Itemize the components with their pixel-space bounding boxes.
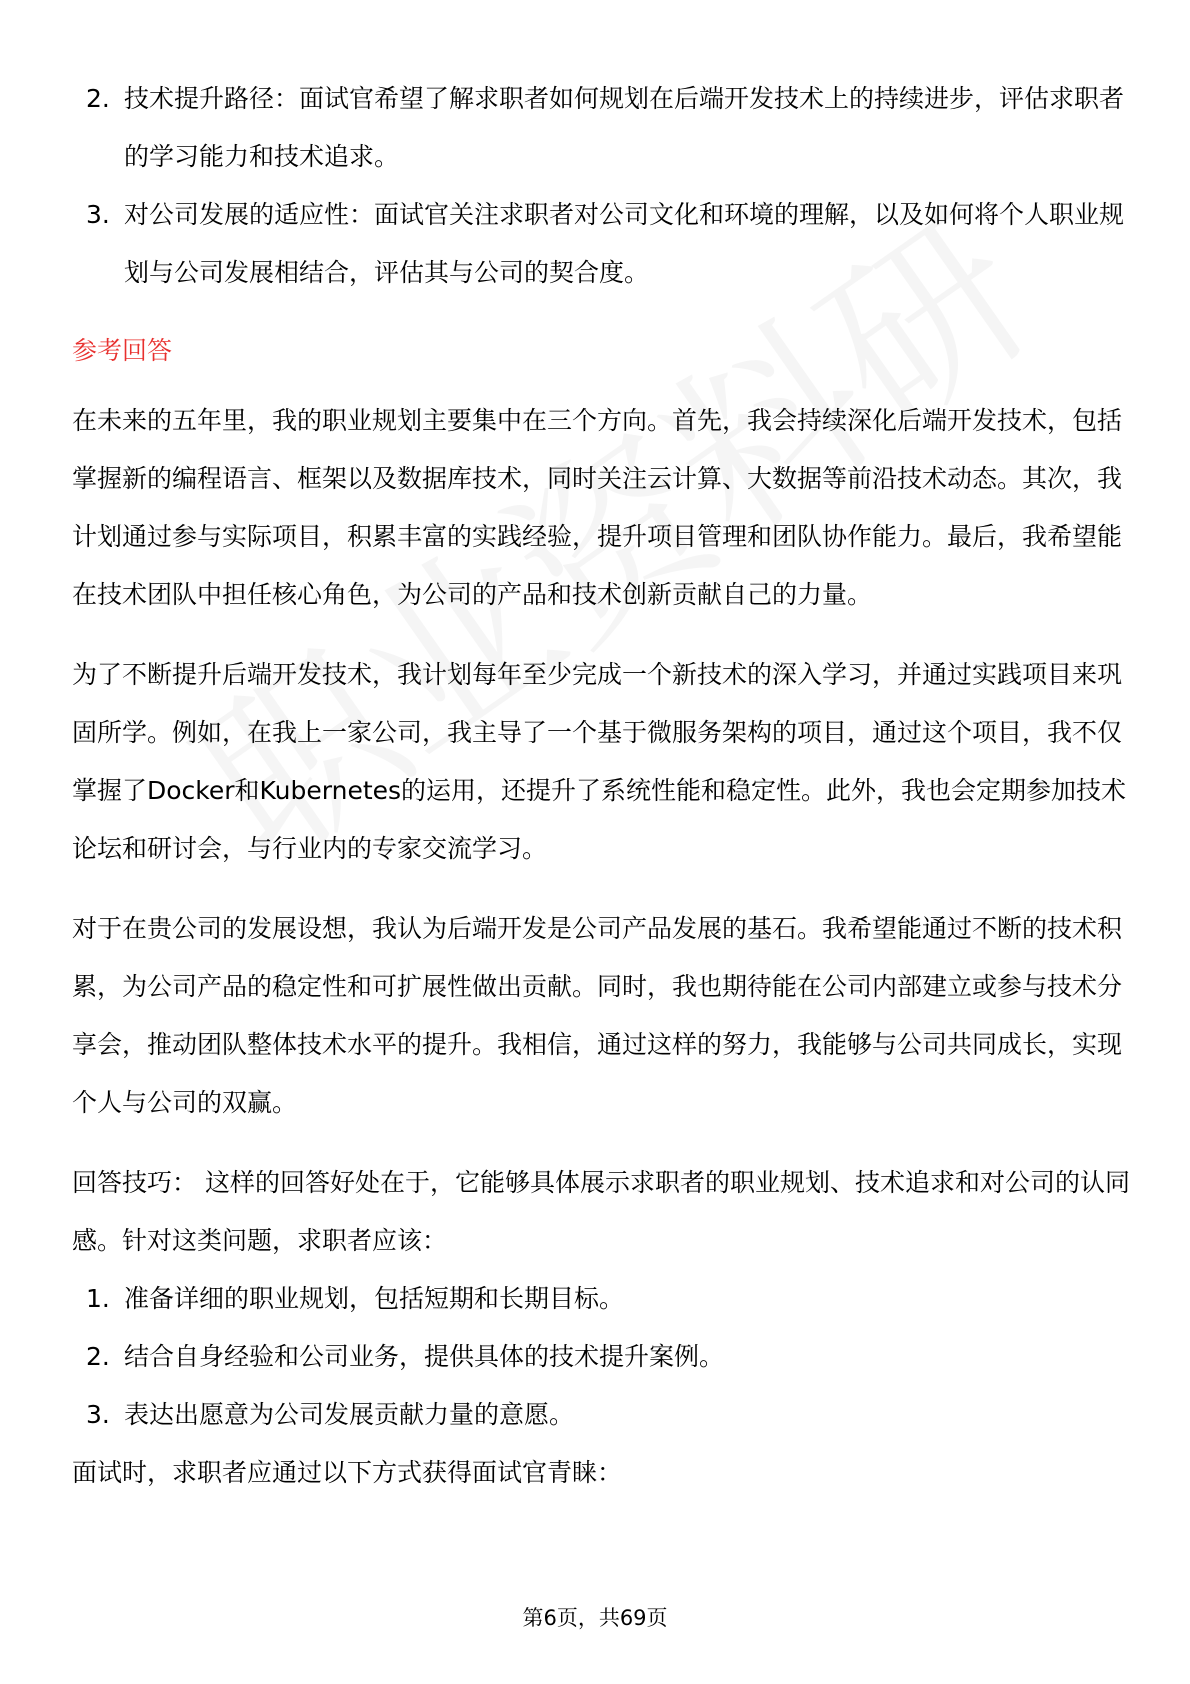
list-item-number: 3.: [86, 1400, 110, 1429]
list-item-number: 3.: [86, 200, 110, 229]
tips-list: [72, 1270, 1132, 1444]
list-item-number: 2.: [86, 1342, 110, 1371]
page-content: [72, 70, 1132, 1524]
page-number: 第6页，共69页: [522, 1606, 668, 1630]
list-item-number: 2.: [86, 84, 110, 113]
answer-paragraph: 为了不断提升后端开发技术，我计划每年至少完成一个新技术的深入学习，并通过实践项目来巩固所学。例如，在我上一家公司，我主导了一个基于微服务架构的项目，通过这个项目，我不仅掌握了Docker和Kubernetes的运用，还提升了系统性能和稳定性。此外，我也会定期参加技术论坛和研讨会，与行业内的专家交流学习。: [72, 660, 1127, 863]
list-item: [72, 1270, 1132, 1328]
answer-paragraph: 对于在贵公司的发展设想，我认为后端开发是公司产品发展的基石。我希望能通过不断的技术积累，为公司产品的稳定性和可扩展性做出贡献。同时，我也期待能在公司内部建立或参与技术分享会，推动团队整体技术水平的提升。我相信，通过这样的努力，我能够与公司共同成长，实现个人与公司的双赢。: [72, 914, 1123, 1117]
closing-paragraph: 面试时，求职者应通过以下方式获得面试官青睐：: [72, 1458, 623, 1487]
list-item: [72, 1386, 1132, 1444]
list-item-text: 表达出愿意为公司发展贡献力量的意愿。: [124, 1400, 575, 1429]
list-item: [72, 70, 1132, 186]
list-item-text: 对公司发展的适应性：面试官关注求职者对公司文化和环境的理解，以及如何将个人职业规划与公司发展相结合，评估其与公司的契合度。: [124, 200, 1125, 287]
tips-paragraph: 回答技巧： 这样的回答好处在于，它能够具体展示求职者的职业规划、技术追求和对公司的认同感。针对这类问题，求职者应该：: [72, 1168, 1130, 1255]
list-item: [72, 186, 1132, 302]
list-item-number: 1.: [86, 1284, 110, 1313]
list-item: [72, 1328, 1132, 1386]
section-heading: 参考回答: [72, 336, 173, 365]
list-item-text: 结合自身经验和公司业务，提供具体的技术提升案例。: [124, 1342, 725, 1371]
criteria-list: [72, 70, 1132, 302]
list-item-text: 技术提升路径：面试官希望了解求职者如何规划在后端开发技术上的持续进步，评估求职者的学习能力和技术追求。: [124, 84, 1125, 171]
list-item-text: 准备详细的职业规划，包括短期和长期目标。: [124, 1284, 625, 1313]
answer-paragraph: 在未来的五年里，我的职业规划主要集中在三个方向。首先，我会持续深化后端开发技术，包括掌握新的编程语言、框架以及数据库技术，同时关注云计算、大数据等前沿技术动态。其次，我计划通过参与实际项目，积累丰富的实践经验，提升项目管理和团队协作能力。最后，我希望能在技术团队中担任核心角色，为公司的产品和技术创新贡献自己的力量。: [72, 406, 1123, 609]
